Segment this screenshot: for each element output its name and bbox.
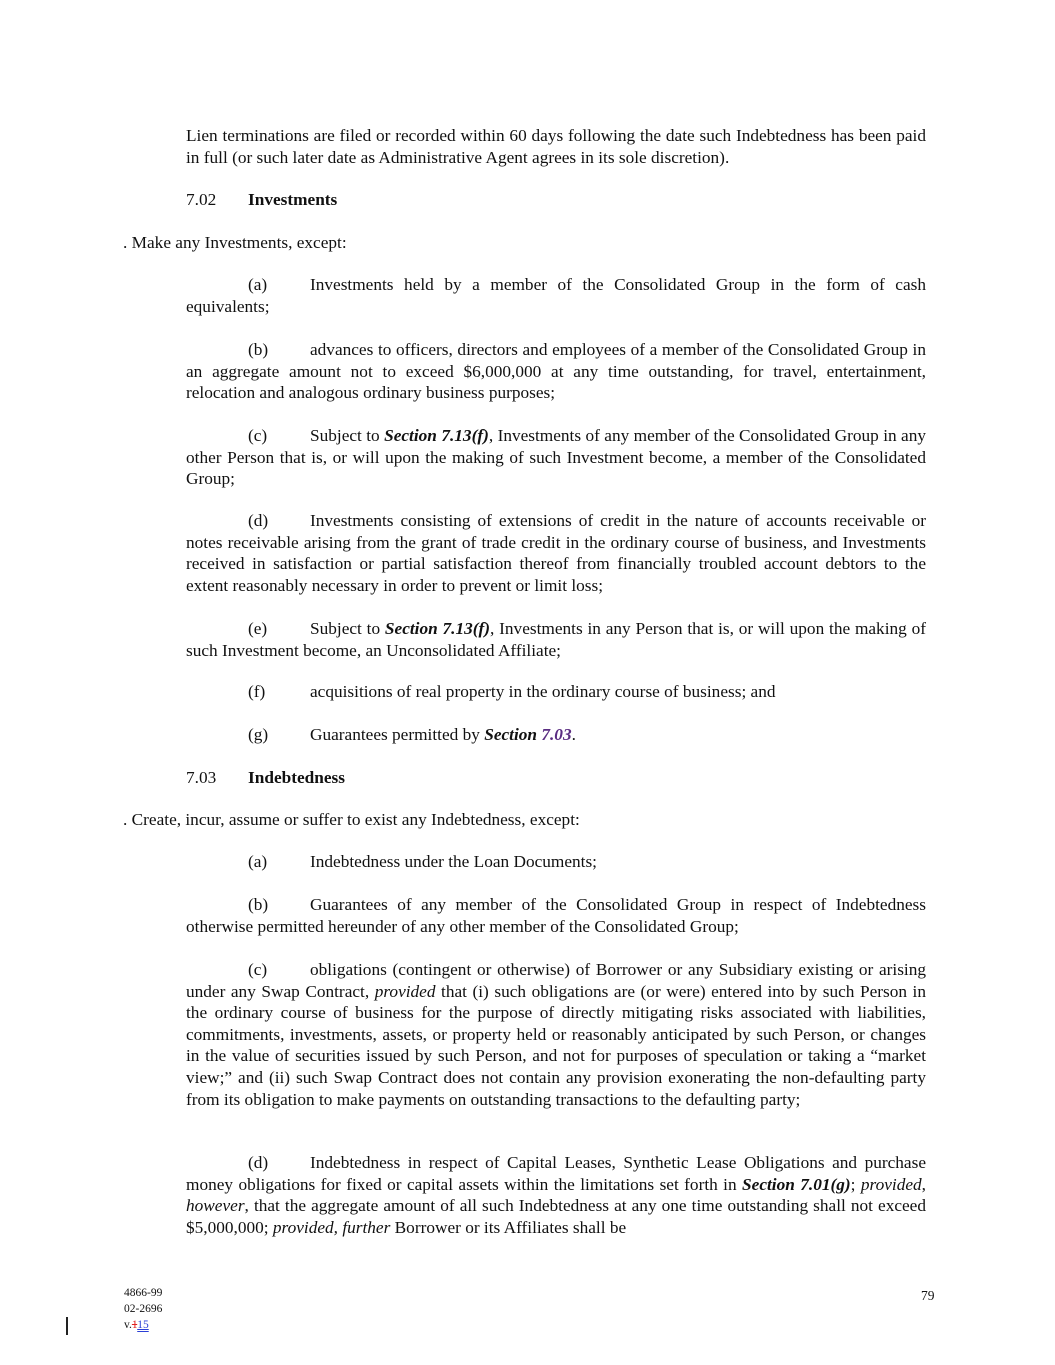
section-reference[interactable]: Section 7.13(f) — [384, 426, 489, 445]
clause-label: (c) — [248, 960, 268, 979]
clause-7-03-c — [186, 959, 926, 1110]
clause-text: Indebtedness in respect of Capital Leases, Synthetic Lease Obligations and purchase money obligations for fixed or capital assets within the limitations set forth in — [186, 1153, 926, 1194]
version-inserted: 15 — [137, 1319, 149, 1331]
clause-text: Indebtedness under the Loan Documents; — [310, 852, 597, 871]
clause-label: (a) — [248, 275, 268, 294]
clause-text: , Investments of any member of the Consolidated Group in any other Person that is, or will upon the making of such Investment become, a member of the Consolidated Group; — [186, 426, 927, 489]
section-title: Investments — [248, 190, 338, 209]
clause-7-03-a — [186, 851, 926, 873]
emphasis: provided — [860, 1174, 922, 1194]
doc-id-line-1: 4866-99 — [124, 1287, 163, 1299]
clause-label: (b) — [248, 895, 269, 914]
clause-7-02-d — [186, 510, 926, 596]
clause-text: obligations (contingent or otherwise) of Borrower or any Subsidiary existing or arising under any Swap Contract, — [186, 960, 926, 1001]
section-reference-link[interactable]: 7.03 — [541, 725, 572, 744]
clause-text: Guarantees of any member of the Consolidated Group in respect of Indebtedness otherwise permitted hereunder of any other member of the Consolidated Group; — [186, 895, 926, 936]
footer-doc-id — [124, 1285, 162, 1333]
section-heading-7-03 — [186, 767, 345, 789]
clause-label: (a) — [248, 852, 268, 871]
clause-label: (b) — [248, 340, 269, 359]
clause-7-03-b — [186, 894, 926, 937]
section-heading-7-02 — [186, 189, 337, 211]
page-number: 79 — [921, 1288, 935, 1303]
section-number: 7.03 — [186, 768, 217, 787]
section-lead-7-03: . Create, incur, assume or suffer to exist any Indebtedness, except: — [123, 810, 580, 829]
clause-7-02-c — [186, 425, 926, 490]
intro-paragraph: Lien terminations are filed or recorded within 60 days following the date such Indebtedness has been paid in full (or such later date as Administrative Agent agrees in its sole discretion). — [186, 126, 926, 167]
version-deleted: 1 — [131, 1319, 138, 1331]
section-lead-7-02: . Make any Investments, except: — [123, 233, 347, 252]
clause-text: Guarantees permitted by — [310, 725, 485, 744]
clause-text: Subject to — [310, 619, 385, 638]
version-line: v.115 — [124, 1319, 149, 1331]
clause-text: , Investments in any Person that is, or will upon the making of such Investment become, an Unconsolidated Affiliate; — [186, 619, 926, 660]
clause-text: acquisitions of real property in the ordinary course of business; and — [310, 682, 776, 701]
emphasis: provided — [374, 981, 436, 1001]
clause-7-02-a — [186, 274, 926, 317]
section-reference[interactable]: Section 7.03 — [484, 725, 572, 744]
doc-id-line-2: 02-2696 — [124, 1303, 163, 1315]
clause-label: (g) — [248, 725, 269, 744]
change-bar — [66, 1317, 68, 1335]
clause-text: advances to officers, directors and employees of a member of the Consolidated Group in an aggregate amount not to exceed $6,000,000 at any time outstanding, for travel, entertainment, relocation and analogous ordinary business purposes; — [186, 340, 926, 403]
clause-label: (f) — [248, 682, 266, 701]
clause-7-02-f — [186, 681, 926, 703]
section-reference[interactable]: Section 7.13(f) — [384, 619, 491, 638]
emphasis: provided, further — [272, 1217, 391, 1237]
clause-7-02-g — [186, 724, 926, 746]
clause-7-02-e — [186, 618, 926, 661]
section-number: 7.02 — [186, 190, 217, 209]
clause-text: Investments consisting of extensions of credit in the nature of accounts receivable or notes receivable arising from the grant of trade credit in the ordinary course of business, and Investments received in satisfaction or partial satisfaction thereof from financially troubled account debtors to the extent reasonably necessary in order to prevent or limit loss; — [186, 511, 926, 595]
clause-label: (e) — [248, 619, 268, 638]
clause-text: Subject to — [310, 426, 385, 445]
clause-text: . — [571, 725, 576, 744]
clause-text: that (i) such obligations are (or were) entered into by such Person in the ordinary course of business for the purpose of directly mitigating risks associated with liabilities, commitments, investments, assets, or property held or reasonably anticipated by such Person, or changes in the value of securities issued by such Person, and not for purposes of speculation or taking a “market view;” and (ii) such Swap Contract does not contain any provision exonerating the non-defaulting party from its obligation to make payments on outstanding transactions to the defaulting party; — [186, 981, 926, 1109]
clause-label: (d) — [248, 511, 269, 530]
section-title: Indebtedness — [248, 768, 345, 787]
clause-text: Investments held by a member of the Consolidated Group in the form of cash equivalents; — [186, 275, 926, 316]
clause-7-03-d: (d) Indebtedness in respect of Capital Leases, Synthetic Lease Obligations and purchase money obligations for fixed or capital assets within the limitations set forth in Section 7.01(g); provided, however, that the aggregate amount of all such Indebtedness at any one time outstanding shall not exceed $5,000,000; provided, further Borrower or its Affiliates shall be — [186, 1153, 926, 1237]
clause-label: (d) — [248, 1153, 269, 1172]
clause-7-02-b — [186, 339, 926, 404]
section-reference[interactable]: Section 7.01(g) — [742, 1174, 851, 1194]
clause-label: (c) — [248, 426, 268, 445]
emphasis: however — [186, 1196, 245, 1216]
